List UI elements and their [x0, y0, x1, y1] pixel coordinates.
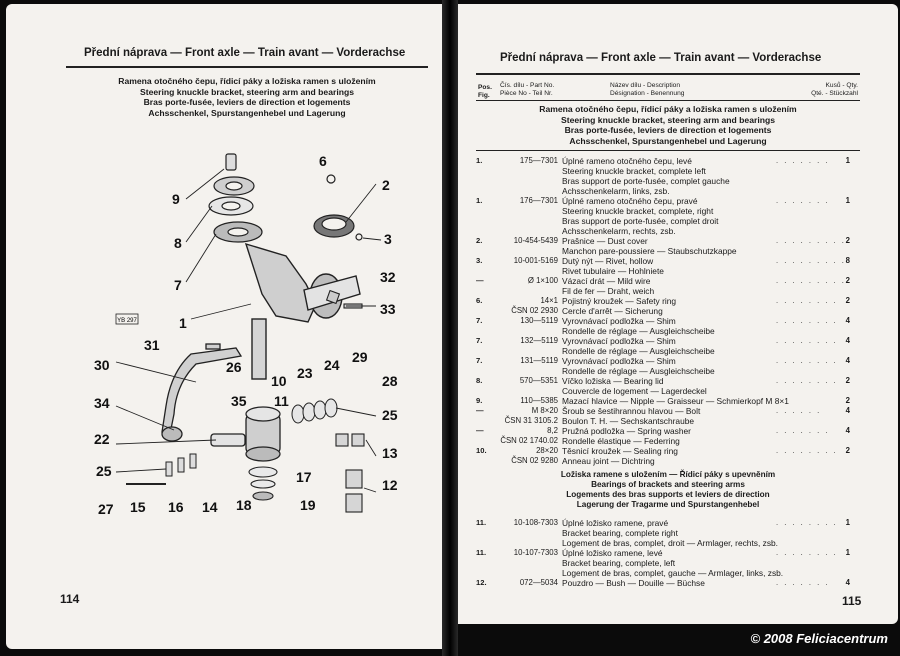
row-part-number: 8,2 [547, 426, 558, 435]
col-header-desc-2: Désignation - Benennung [610, 89, 685, 97]
parts-row [476, 396, 848, 406]
stamp-label: YB 297 [117, 318, 137, 324]
row-description: Vyrovnávací podložka — Shim [562, 316, 676, 326]
copyright-text: © 2008 Feliciacentrum [750, 631, 888, 646]
row-part-number: 132—5119 [520, 336, 558, 345]
upper-stack [209, 154, 262, 242]
row-pos: 7. [476, 336, 483, 345]
row-description: Logement de bras, complet, droit — Armlager, rechts, zsb. [562, 538, 778, 548]
page-number: 115 [842, 594, 862, 608]
row-pos: 12. [476, 578, 487, 587]
row-description: Bras support de porte-fusée, complet gauche [562, 176, 730, 186]
col-header-desc-1: Název dílu - Description [610, 82, 680, 89]
row-part-number: 175—7301 [519, 156, 558, 165]
row-description: Rondelle de réglage — Ausgleichscheibe [562, 326, 715, 336]
row-leader-dots: . . . . . . [776, 406, 822, 415]
row-quantity: 1 [845, 196, 850, 205]
row-quantity: 8 [845, 256, 850, 265]
row-description: Logement de bras, complet, gauche — Armlager, links, zsb. [562, 568, 784, 578]
col-header-pos-2: Fig. [478, 91, 490, 99]
parts-row [476, 528, 848, 538]
parts-row [476, 246, 848, 256]
row-quantity: 1 [845, 156, 850, 165]
row-part-number: ČSN 31 3105.2 [504, 416, 558, 425]
row-quantity: 4 [845, 356, 850, 365]
column-rule [476, 100, 860, 101]
row-part-number: 110—5385 [520, 396, 558, 405]
row-quantity: 4 [845, 426, 850, 435]
row-leader-dots: . . . . . . . [776, 196, 830, 205]
row-quantity: 2 [845, 276, 850, 285]
subheading-en: Steering knuckle bracket, steering arm and bearings [140, 86, 354, 97]
col-header-qty-2: Qté. - Stückzahl [811, 89, 858, 97]
parts-row [476, 206, 848, 216]
subheading-en: Steering knuckle bracket, steering arm and bearings [561, 114, 775, 125]
parts-list [476, 156, 848, 466]
row-description: Prašnice — Dust cover [562, 236, 648, 246]
lower-shims [249, 467, 277, 500]
section2-cz: Ložiska ramene s uložením — Řídicí páky s upevněním [560, 470, 776, 479]
row-leader-dots: . . . . . . . . [776, 376, 838, 385]
row-description: Bracket bearing, complete, left [562, 558, 676, 568]
callout: 28 [382, 373, 398, 389]
row-pos: 6. [476, 296, 483, 305]
parts-row [476, 376, 848, 386]
parts-row [476, 416, 848, 426]
section-subheading [476, 104, 860, 146]
parts-row [476, 426, 848, 436]
parts-row [476, 276, 848, 286]
row-quantity: 1 [845, 518, 850, 527]
parts-row [476, 196, 848, 206]
row-quantity: 4 [845, 316, 850, 325]
row-leader-dots: . . . . . . . . . [776, 276, 846, 285]
washer-stack [292, 399, 337, 423]
row-description: Couvercle de logement — Lagerdeckel [562, 386, 707, 396]
parts-row [476, 538, 848, 548]
row-description: Cercle d'arrêt — Sicherung [562, 306, 663, 316]
parts-row [476, 346, 848, 356]
row-part-number: 10-454-5439 [513, 236, 558, 245]
row-description: Vyrovnávací podložka — Shim [562, 336, 676, 346]
row-description: Fil de fer — Draht, weich [562, 286, 655, 296]
col-header-part-1: Čís. dílu - Part No. [500, 82, 555, 89]
row-pos: 11. [476, 548, 487, 557]
row-part-number: Ø 1×100 [527, 276, 558, 285]
row-part-number: 072—5034 [519, 578, 558, 587]
row-pos: 7. [476, 316, 483, 325]
callout: 12 [382, 477, 398, 493]
col-header-part-2: Pièce No - Teil Nr. [500, 89, 553, 97]
parts-row [476, 336, 848, 346]
callout: 35 [231, 393, 247, 409]
parts-row [476, 226, 848, 236]
row-part-number: 570—5351 [519, 376, 558, 385]
parts-row [476, 558, 848, 568]
row-part-number: M 8×20 [531, 406, 558, 415]
row-part-number: ČSN 02 9280 [511, 456, 558, 465]
callout: 10 [271, 373, 287, 389]
row-description: Vyrovnávací podložka — Shim [562, 356, 676, 366]
col-header-part [500, 82, 554, 97]
steering-knuckle [246, 244, 360, 379]
callout: 22 [94, 431, 110, 447]
row-pos: 11. [476, 518, 487, 527]
col-header-qty-1: Kusů - Qty. [825, 82, 858, 89]
row-quantity: 4 [845, 336, 850, 345]
row-part-number: 10-107-7303 [513, 548, 558, 557]
parts-row [476, 386, 848, 396]
exploded-diagram [76, 144, 422, 524]
row-description: Bracket bearing, complete right [562, 528, 678, 538]
parts-row [476, 578, 848, 588]
row-part-number: 176—7301 [519, 196, 558, 205]
header-rule [476, 73, 860, 75]
row-part-number: 130—5119 [520, 316, 558, 325]
row-leader-dots: . . . . . . . . [776, 446, 838, 455]
row-description: Víčko ložiska — Bearing lid [562, 376, 664, 386]
parts-row [476, 216, 848, 226]
callout: 16 [168, 499, 184, 515]
subheading-fr: Bras porte-fusée, leviers de direction et logements [564, 125, 772, 135]
callout: 14 [202, 499, 218, 515]
row-quantity: 4 [845, 578, 850, 587]
callout: 7 [174, 277, 182, 293]
row-description: Úplné rameno otočného čepu, pravé [562, 196, 698, 206]
subheading-cz: Ramena otočného čepu, řídicí páky a ložiska ramen s uložením [118, 76, 376, 86]
parts-row [476, 436, 848, 446]
row-pos: — [476, 276, 484, 285]
row-quantity: 2 [845, 236, 850, 245]
row-description: Šroub se šestihrannou hlavou — Bolt [562, 406, 701, 416]
callout: 6 [319, 153, 327, 169]
row-description: Rivet tubulaire — Hohlniete [562, 266, 664, 276]
row-pos: 7. [476, 356, 483, 365]
callout: 8 [174, 235, 182, 251]
parts-row [476, 406, 848, 416]
row-part-number: 10-108-7303 [513, 518, 558, 527]
row-part-number: 131—5119 [520, 356, 558, 365]
row-pos: 1. [476, 156, 483, 165]
parts-row [476, 286, 848, 296]
row-description: Steering knuckle bracket, complete left [562, 166, 706, 176]
parts-list-2 [476, 518, 848, 588]
row-leader-dots: . . . . . . . . [776, 356, 838, 365]
row-quantity: 2 [845, 446, 850, 455]
row-leader-dots: . . . . . . . . [776, 296, 838, 305]
parts-row [476, 548, 848, 558]
row-leader-dots: . . . . . . . . [776, 316, 838, 325]
page-header: Přední náprava — Front axle — Train avant — Vorderachse [500, 52, 822, 64]
row-quantity: 2 [845, 396, 850, 405]
section-subheading [66, 76, 428, 118]
row-pos: — [476, 426, 484, 435]
bearing-housing [211, 407, 280, 461]
subheading-de: Achsschenkel, Spurstangenhebel und Lagerung [569, 135, 767, 146]
col-header-qty [796, 82, 858, 97]
subheading-rule [476, 150, 860, 151]
callout: 9 [172, 191, 180, 207]
row-pos: 2. [476, 236, 483, 245]
row-leader-dots: . . . . . . . [776, 156, 830, 165]
row-pos: 1. [476, 196, 483, 205]
row-leader-dots: . . . . . . . . . [776, 236, 846, 245]
bushes [336, 434, 364, 512]
callout: 13 [382, 445, 398, 461]
row-quantity: 4 [845, 406, 850, 415]
row-pos: 3. [476, 256, 483, 265]
header-rule [66, 66, 428, 68]
row-description: Achsschenkelarm, links, zsb. [562, 186, 670, 196]
row-leader-dots: . . . . . . . [776, 426, 830, 435]
row-description: Mazací hlavice — Nipple — Graisseur — Schmierkopf M 8×1 [562, 396, 789, 406]
callout: 33 [380, 301, 396, 317]
callout: 2 [382, 177, 390, 193]
row-leader-dots: . . . . . . . . [776, 518, 838, 527]
dust-cover [314, 175, 362, 240]
row-part-number: 28×20 [536, 446, 558, 455]
parts-row [476, 518, 848, 528]
parts-row [476, 446, 848, 456]
row-description: Rondelle de réglage — Ausgleichscheibe [562, 346, 715, 356]
row-pos: — [476, 406, 484, 415]
section2-en: Bearings of brackets and steering arms [591, 480, 745, 489]
callout: 18 [236, 497, 252, 513]
subheading-fr: Bras porte-fusée, leviers de direction et logements [143, 97, 351, 107]
row-description: Pružná podložka — Spring washer [562, 426, 691, 436]
callout: 11 [274, 393, 289, 409]
col-header-pos [478, 84, 492, 99]
row-description: Boulon T. H. — Sechskantschraube [562, 416, 695, 426]
parts-row [476, 326, 848, 336]
parts-row [476, 156, 848, 166]
col-header-desc [610, 82, 684, 97]
parts-row [476, 366, 848, 376]
parts-row [476, 568, 848, 578]
row-description: Pojistný kroužek — Safety ring [562, 296, 677, 306]
callout: 24 [324, 357, 340, 373]
callout: 30 [94, 357, 110, 373]
section2-heading [498, 470, 838, 510]
parts-row [476, 166, 848, 176]
parts-row [476, 356, 848, 366]
book-gutter [442, 0, 458, 656]
row-description: Achsschenkelarm, rechts, zsb. [562, 226, 676, 236]
row-part-number: ČSN 02 2930 [511, 306, 558, 315]
parts-row [476, 316, 848, 326]
callout: 17 [296, 469, 312, 485]
callout: 25 [382, 407, 398, 423]
row-leader-dots: . . . . . . . . [776, 548, 838, 557]
row-description: Anneau joint — Dichtring [562, 456, 655, 466]
row-pos: 8. [476, 376, 483, 385]
row-description: Rondelle élastique — Federring [562, 436, 680, 446]
row-description: Steering knuckle bracket, complete, right [562, 206, 714, 216]
callout: 15 [130, 499, 146, 515]
row-pos: 10. [476, 446, 487, 455]
parts-row [476, 456, 848, 466]
row-leader-dots: . . . . . . . [776, 578, 830, 587]
row-description: Úplné ložisko ramene, pravé [562, 518, 669, 528]
callout: 27 [98, 501, 114, 517]
row-pos: 9. [476, 396, 483, 405]
parts-row [476, 186, 848, 196]
left-page [6, 4, 442, 649]
parts-row [476, 256, 848, 266]
row-quantity: 2 [845, 296, 850, 305]
callout: 25 [96, 463, 112, 479]
parts-row [476, 296, 848, 306]
callout: 34 [94, 395, 110, 411]
callout: 3 [384, 231, 392, 247]
page-number: 114 [60, 592, 80, 606]
callout: 26 [226, 359, 242, 375]
callout: 32 [380, 269, 396, 285]
page-header: Přední náprava — Front axle — Train avant — Vorderachse [84, 47, 406, 59]
row-description: Úplné ložisko ramene, levé [562, 548, 663, 558]
row-description: Manchon pare-poussiere — Staubschutzkappe [562, 246, 737, 256]
parts-row [476, 176, 848, 186]
row-leader-dots: . . . . . . . . . [776, 256, 846, 265]
callout: 19 [300, 497, 316, 513]
row-description: Těsnicí kroužek — Sealing ring [562, 446, 678, 456]
row-part-number: 10-001-5169 [513, 256, 558, 265]
callout: 23 [297, 365, 313, 381]
callout: 31 [144, 337, 160, 353]
parts-row [476, 266, 848, 276]
row-description: Bras support de porte-fusée, complet droit [562, 216, 719, 226]
subheading-cz: Ramena otočného čepu, řídicí páky a ložiska ramen s uložením [539, 104, 797, 114]
callout: 29 [352, 349, 368, 365]
row-description: Dutý nýt — Rivet, hollow [562, 256, 654, 266]
row-description: Úplné rameno otočného čepu, levé [562, 156, 692, 166]
row-part-number: ČSN 02 1740.02 [500, 436, 558, 445]
callout: 1 [179, 315, 187, 331]
row-quantity: 1 [845, 548, 850, 557]
row-leader-dots: . . . . . . . . [776, 336, 838, 345]
parts-row [476, 306, 848, 316]
parts-row [476, 236, 848, 246]
row-description: Rondelle de réglage — Ausgleichscheibe [562, 366, 715, 376]
col-header-pos-1: Pos. [478, 84, 492, 91]
row-description: Pouzdro — Bush — Douille — Büchse [562, 578, 705, 588]
row-part-number: 14×1 [540, 296, 558, 305]
section2-de: Lagerung der Tragarme und Spurstangenhebel [576, 500, 760, 509]
row-description: Vázací drát — Mild wire [562, 276, 651, 286]
row-quantity: 2 [845, 376, 850, 385]
right-page [458, 4, 898, 624]
section2-fr: Logements des bras supports et leviers de direction [566, 490, 770, 499]
subheading-de: Achsschenkel, Spurstangenhebel und Lagerung [148, 107, 346, 118]
